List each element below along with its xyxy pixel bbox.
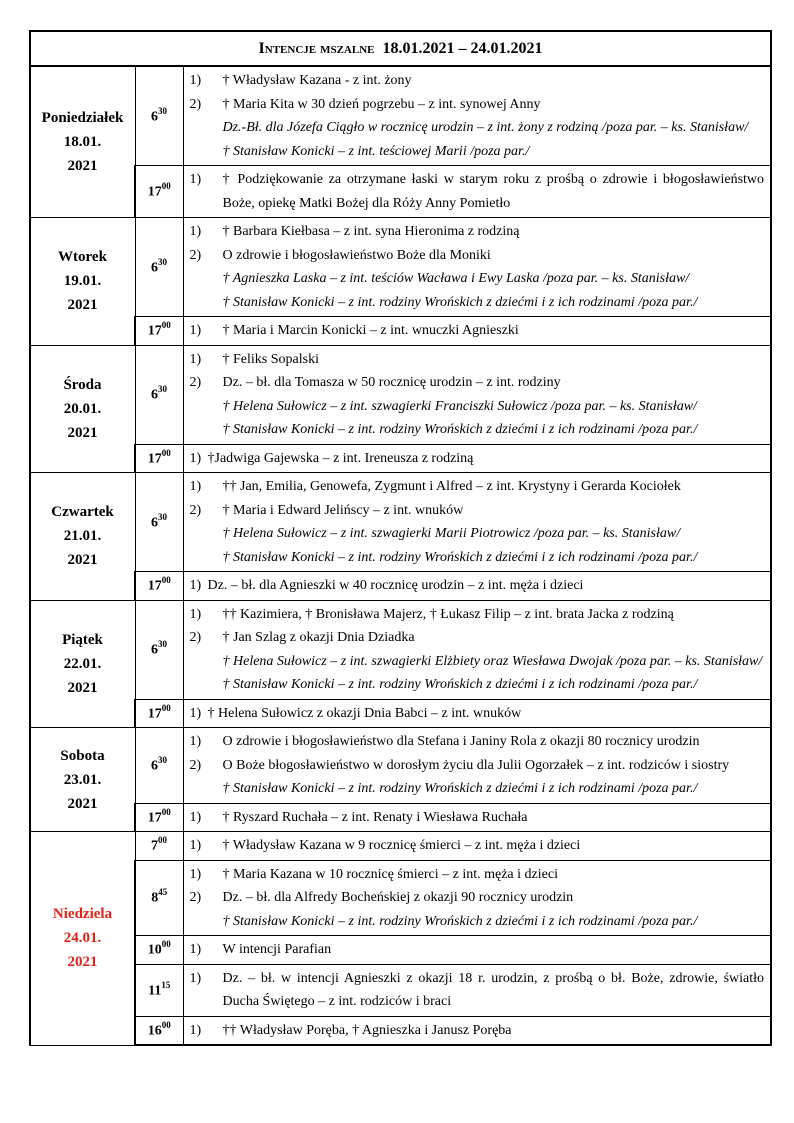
title-date-range: 18.01.2021 – 24.01.2021 [382, 39, 543, 57]
intention-number: 1) [189, 1022, 202, 1038]
intention-number: 1) [189, 323, 202, 338]
day-year: 2021 [67, 954, 98, 971]
intentions-cell [183, 860, 771, 936]
mass-time [135, 218, 183, 317]
mass-hour: 17 [147, 810, 162, 826]
intention-number: 1) [189, 866, 202, 882]
day-date: 24.01. [63, 930, 102, 947]
intention-text: † Helena Sułowicz – z int. szwagierki Marii Piotrowicz /poza par. – ks. Stanisław/ [222, 526, 681, 541]
day-cell [30, 728, 135, 832]
mass-time [135, 1016, 183, 1045]
mass-time [135, 699, 183, 728]
day-year: 2021 [67, 795, 98, 812]
intentions-cell [183, 936, 771, 965]
mass-time [135, 803, 183, 832]
mass-time [135, 345, 183, 444]
day-cell [30, 218, 135, 346]
day-name: Poniedziałek [41, 110, 124, 126]
intention-line [190, 319, 765, 343]
mass-time [135, 166, 183, 218]
intention-line [190, 967, 765, 1014]
intention-number: 1) [189, 838, 202, 853]
intentions-cell [183, 473, 771, 572]
intention-line [190, 574, 765, 598]
mass-minutes: 30 [158, 639, 167, 650]
mass-minutes: 45 [158, 887, 168, 898]
intention-text: † Podziękowanie za otrzymane łaski w starym roku z prośbą o zdrowie i błogosławieństwo Boże, opiekę Matki Bożej dla Róży Anny Pomietło [222, 172, 765, 211]
intention-text: † Stanisław Konicki – z int. rodziny Wrońskich z dziećmi i z ich rodzinami /poza par./ [222, 422, 698, 437]
intention-line [190, 834, 765, 858]
mass-minutes: 00 [161, 939, 171, 950]
intentions-cell [183, 317, 771, 346]
mass-minutes: 00 [158, 835, 167, 846]
intention-number: 1) [189, 809, 202, 825]
mass-row [30, 166, 771, 218]
day-year: 2021 [67, 552, 98, 569]
intention-number: 1) [189, 970, 202, 986]
mass-row [30, 317, 771, 346]
mass-minutes: 00 [161, 575, 171, 586]
intention-line [190, 626, 765, 650]
intention-text: Dz. – bł. w intencji Agnieszki z okazji 18 r. urodzin, z prośbą o bł. Boże, zdrowie, światło Ducha Świętego – z int. rodziców i braci [222, 970, 765, 1009]
intentions-cell [183, 600, 771, 699]
intention-line [190, 650, 765, 674]
title-main: Intencje mszalne [258, 39, 375, 57]
intention-line [190, 863, 765, 887]
intention-number: 1) [189, 705, 202, 721]
intentions-cell [183, 728, 771, 804]
intention-number: 1) [189, 172, 202, 187]
intentions-cell [183, 699, 771, 728]
intention-text: † Agnieszka Laska – z int. teściów Wacława i Ewy Laska /poza par. – ks. Stanisław/ [222, 271, 690, 286]
intentions-cell [183, 345, 771, 444]
mass-hour: 6 [151, 515, 158, 531]
mass-row [30, 964, 771, 1016]
intention-line [190, 418, 765, 442]
intention-text: † Maria Kita w 30 dzień pogrzebu – z int. synowej Anny [222, 96, 541, 112]
mass-hour: 17 [147, 579, 162, 595]
intention-text: † Stanisław Konicki – z int. rodziny Wrońskich z dziećmi i z ich rodzinami /poza par./ [222, 781, 698, 796]
intentions-cell [183, 66, 771, 166]
day-name: Piątek [62, 631, 103, 648]
intention-text: † Stanisław Konicki – z int. teściowej Marii /poza par./ [222, 143, 530, 159]
intention-number: 2) [189, 630, 202, 645]
day-name: Środa [63, 376, 102, 393]
day-cell [30, 345, 135, 473]
day-year: 2021 [67, 297, 98, 314]
intention-number: 1) [189, 479, 202, 494]
intention-line [190, 93, 765, 117]
intentions-cell [183, 1016, 771, 1045]
intention-text: † Władysław Kazana w 9 rocznicę śmierci – z int. męża i dzieci [222, 838, 581, 853]
mass-minutes: 30 [158, 754, 167, 765]
intention-line [190, 910, 765, 934]
intention-line [190, 116, 765, 140]
intention-line [190, 673, 765, 697]
intention-line [190, 267, 765, 291]
intention-line [190, 69, 765, 93]
mass-row [30, 345, 771, 444]
intention-text: † Maria i Edward Jelińscy – z int. wnuków [222, 502, 464, 518]
intention-text: † Helena Sułowicz – z int. szwagierki Franciszki Sułowicz /poza par. – ks. Stanisław/ [222, 398, 697, 414]
mass-row [30, 66, 771, 166]
intention-text: † Władysław Kazana - z int. żony [222, 73, 412, 88]
intentions-cell [183, 572, 771, 601]
intention-text: O zdrowie i błogosławieństwo Boże dla Moniki [222, 247, 491, 263]
day-year: 2021 [67, 424, 98, 441]
mass-minutes: 00 [161, 320, 171, 331]
mass-row [30, 444, 771, 473]
mass-hour: 17 [147, 706, 162, 722]
intention-text: †† Władysław Poręba, † Agnieszka i Janusz Poręba [222, 1022, 512, 1038]
day-cell [30, 473, 135, 601]
intention-text: † Helena Sułowicz z okazji Dnia Babci – z int. wnuków [207, 705, 522, 721]
day-date: 18.01. [63, 134, 102, 150]
intention-text: Dz. – bł. dla Agnieszki w 40 rocznicę urodzin – z int. męża i dzieci [207, 578, 584, 593]
intention-number: 2) [189, 247, 202, 263]
day-date: 22.01. [63, 655, 102, 672]
title-row [30, 31, 771, 66]
mass-minutes: 15 [161, 979, 171, 990]
intention-line [190, 730, 765, 754]
intention-number: 1) [189, 942, 202, 957]
mass-row [30, 1016, 771, 1045]
mass-hour: 17 [147, 324, 162, 340]
mass-time [135, 728, 183, 804]
mass-minutes: 00 [161, 1019, 171, 1030]
intention-line [190, 244, 765, 268]
day-cell [30, 832, 135, 1046]
mass-time [135, 936, 183, 965]
mass-hour: 17 [147, 451, 162, 467]
intention-line [190, 522, 765, 546]
intentions-cell [183, 803, 771, 832]
intention-number: 1) [189, 734, 202, 749]
intentions-cell [183, 832, 771, 861]
intention-line [190, 220, 765, 244]
mass-time [135, 66, 183, 166]
mass-time [135, 600, 183, 699]
mass-hour: 6 [151, 260, 158, 276]
intention-line [190, 168, 765, 215]
day-date: 23.01. [63, 771, 102, 788]
day-name: Wtorek [58, 249, 107, 266]
mass-hour: 16 [147, 1023, 162, 1039]
mass-minutes: 30 [158, 105, 167, 116]
intention-number: 1) [189, 450, 202, 466]
intention-text: † Helena Sułowicz – z int. szwagierki Elżbiety oraz Wiesława Dwojak /poza par. – ks. Stanisław/ [222, 653, 763, 669]
intention-line [190, 291, 765, 315]
day-date: 20.01. [63, 400, 102, 417]
intention-line [190, 754, 765, 778]
mass-minutes: 30 [158, 384, 167, 395]
mass-hour: 6 [151, 387, 158, 403]
day-date: 19.01. [63, 273, 102, 290]
intention-text: † Stanisław Konicki – z int. rodziny Wrońskich z dziećmi i z ich rodzinami /poza par./ [222, 549, 698, 565]
day-name: Czwartek [51, 504, 114, 521]
intention-text: † Stanisław Konicki – z int. rodziny Wrońskich z dziećmi i z ich rodzinami /poza par./ [222, 913, 698, 929]
mass-hour: 6 [151, 109, 158, 125]
intention-line [190, 886, 765, 910]
intention-line [190, 938, 765, 962]
mass-time [135, 832, 183, 861]
intention-line [190, 395, 765, 419]
intention-number: 1) [189, 224, 202, 239]
day-cell [30, 66, 135, 218]
day-name: Niedziela [52, 906, 113, 923]
mass-intentions-table [29, 30, 772, 1046]
mass-minutes: 30 [158, 511, 167, 522]
mass-time [135, 860, 183, 936]
intention-line [190, 140, 765, 164]
mass-time [135, 317, 183, 346]
mass-minutes: 00 [161, 447, 171, 458]
mass-row [30, 572, 771, 601]
day-year: 2021 [67, 679, 98, 696]
intention-line [190, 447, 765, 471]
mass-minutes: 00 [161, 702, 171, 713]
mass-row [30, 936, 771, 965]
mass-hour: 11 [148, 983, 162, 999]
intention-text: † Ryszard Ruchała – z int. Renaty i Wiesława Ruchała [222, 809, 528, 825]
intention-line [190, 702, 765, 726]
intention-text: † Barbara Kiełbasa – z int. syna Hieronima z rodziną [222, 224, 520, 239]
intention-text: †Jadwiga Gajewska – z int. Ireneusza z rodziną [207, 450, 474, 466]
intention-line [190, 475, 765, 499]
intention-line [190, 806, 765, 830]
intentions-cell [183, 166, 771, 218]
intention-number: 2) [189, 757, 202, 773]
intention-text: † Feliks Sopalski [222, 351, 319, 367]
mass-row [30, 860, 771, 936]
intention-line [190, 348, 765, 372]
intentions-cell [183, 218, 771, 317]
mass-hour: 10 [147, 943, 162, 959]
mass-row [30, 728, 771, 804]
mass-row [30, 600, 771, 699]
mass-time [135, 473, 183, 572]
intentions-cell [183, 444, 771, 473]
intention-text: W intencji Parafian [222, 942, 332, 957]
mass-row [30, 803, 771, 832]
mass-time [135, 444, 183, 473]
mass-hour: 7 [151, 839, 158, 855]
intention-text: † Maria i Marcin Konicki – z int. wnuczki Agnieszki [222, 323, 519, 338]
mass-hour: 8 [151, 891, 159, 907]
mass-time [135, 572, 183, 601]
page-title [30, 31, 771, 66]
intention-line [190, 603, 765, 627]
intention-text: Dz. – bł. dla Tomasza w 50 rocznicę urodzin – z int. rodziny [222, 375, 561, 390]
intention-text: † Stanisław Konicki – z int. rodziny Wrońskich z dziećmi i z ich rodzinami /poza par./ [222, 294, 698, 310]
intention-number: 1) [189, 606, 202, 622]
intention-line [190, 546, 765, 570]
mass-row [30, 832, 771, 861]
mass-hour: 17 [147, 184, 162, 200]
intention-line [190, 371, 765, 395]
intention-number: 2) [189, 502, 202, 518]
mass-hour: 6 [151, 758, 158, 774]
intention-line [190, 1019, 765, 1043]
intention-number: 2) [189, 96, 202, 112]
intention-line [190, 499, 765, 523]
mass-row [30, 218, 771, 317]
intention-text: † Jan Szlag z okazji Dnia Dziadka [222, 630, 415, 645]
intentions-cell [183, 964, 771, 1016]
intention-text: O zdrowie i błogosławieństwo dla Stefana i Janiny Rola z okazji 80 rocznicy urodzin [222, 734, 700, 749]
mass-row [30, 473, 771, 572]
intention-number: 1) [189, 351, 202, 367]
mass-row [30, 699, 771, 728]
intention-line [190, 777, 765, 801]
intention-number: 1) [189, 578, 202, 593]
intention-text: Dz. – bł. dla Alfredy Bocheńskiej z okazji 90 rocznicy urodzin [222, 890, 574, 905]
intention-number: 2) [189, 890, 202, 905]
mass-minutes: 00 [161, 181, 171, 192]
intention-text: Dz.-Bł. dla Józefa Ciągło w rocznicę urodzin – z int. żony z rodziną /poza par. – ks. Stanisław/ [222, 120, 749, 135]
mass-minutes: 30 [158, 256, 167, 267]
intention-text: † Stanisław Konicki – z int. rodziny Wrońskich z dziećmi i z ich rodzinami /poza par./ [222, 677, 698, 692]
intention-text: †† Kazimiera, † Bronisława Majerz, † Łukasz Filip – z int. brata Jacka z rodziną [222, 606, 674, 622]
day-name: Sobota [60, 747, 105, 764]
day-date: 21.01. [63, 528, 102, 545]
intention-text: O Boże błogosławieństwo w dorosłym życiu dla Julii Ogorzałek – z int. rodziców i siostry [222, 757, 730, 773]
intention-text: † Maria Kazana w 10 rocznicę śmierci – z int. męża i dzieci [222, 866, 558, 882]
intention-number: 1) [189, 73, 202, 88]
mass-hour: 6 [151, 642, 158, 658]
mass-time [135, 964, 183, 1016]
day-year: 2021 [67, 158, 98, 174]
day-cell [30, 600, 135, 728]
intention-number: 2) [189, 375, 202, 390]
mass-minutes: 00 [161, 806, 171, 817]
intention-text: †† Jan, Emilia, Genowefa, Zygmunt i Alfred – z int. Krystyny i Gerarda Kociołek [222, 479, 681, 494]
